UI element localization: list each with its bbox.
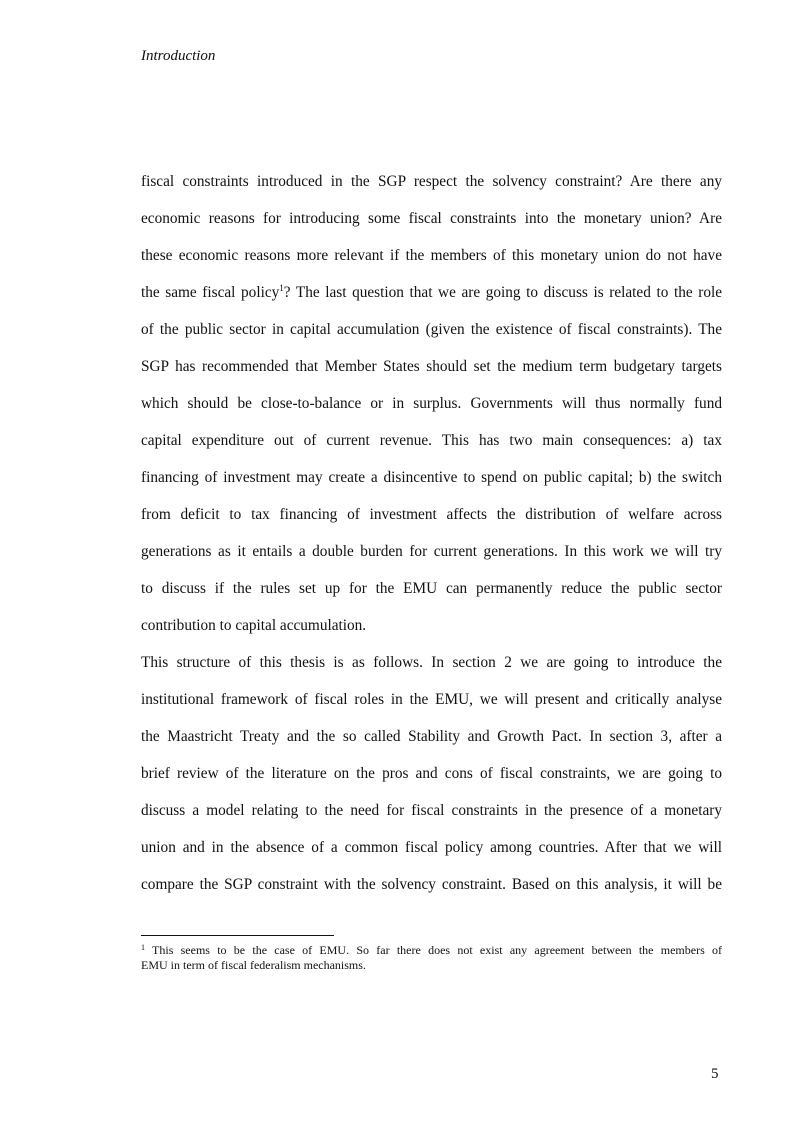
body-line-15: institutional framework of fiscal roles in the EMU, we will present and critically analyse <box>141 691 722 708</box>
body-line-8: capital expenditure out of current revenue. This has two main consequences: a) tax <box>141 432 722 449</box>
body-line-5: of the public sector in capital accumulation (given the existence of fiscal constraints). The <box>141 321 722 338</box>
page-number: 5 <box>711 1066 719 1082</box>
body-line-4 <box>141 274 722 311</box>
footnote-text-1: This seems to be the case of EMU. So far there does not exist any agreement between the members of <box>152 943 722 957</box>
body-line-12: to discuss if the rules set up for the EMU can permanently reduce the public sector <box>141 580 722 597</box>
body-line-7: which should be close-to-balance or in surplus. Governments will thus normally fund <box>141 395 722 412</box>
body-line-1: fiscal constraints introduced in the SGP respect the solvency constraint? Are there any <box>141 173 722 190</box>
body-text <box>141 163 722 903</box>
body-line-16: the Maastricht Treaty and the so called Stability and Growth Pact. In section 3, after a <box>141 728 722 745</box>
body-line-2: economic reasons for introducing some fiscal constraints into the monetary union? Are <box>141 210 722 227</box>
footnote-divider <box>141 935 334 936</box>
body-line-10: from deficit to tax financing of investment affects the distribution of welfare across <box>141 506 722 523</box>
body-line-17: brief review of the literature on the pros and cons of fiscal constraints, we are going to <box>141 765 722 782</box>
body-line-3: these economic reasons more relevant if the members of this monetary union do not have <box>141 247 722 264</box>
body-line-4-start: the same fiscal policy <box>141 284 280 301</box>
body-line-6: SGP has recommended that Member States should set the medium term budgetary targets <box>141 358 722 375</box>
body-line-14: This structure of this thesis is as follows. In section 2 we are going to introduce the <box>141 654 722 671</box>
body-line-18: discuss a model relating to the need for fiscal constraints in the presence of a monetary <box>141 802 722 819</box>
body-line-4-end: ? The last question that we are going to discuss is related to the role <box>283 284 723 301</box>
body-line-20: compare the SGP constraint with the solvency constraint. Based on this analysis, it will be <box>141 876 722 893</box>
body-line-19: union and in the absence of a common fiscal policy among countries. After that we will <box>141 839 722 856</box>
footnote-reference: 1 <box>279 283 284 293</box>
footnote-line-2: EMU in term of fiscal federalism mechanisms. <box>141 958 366 972</box>
body-line-9: financing of investment may create a disincentive to spend on public capital; b) the switch <box>141 469 722 486</box>
footnote-mark: 1 <box>141 943 145 952</box>
footnote-line-1 <box>141 943 722 958</box>
footnote <box>141 943 722 973</box>
running-header: Introduction <box>141 48 216 64</box>
body-line-11: generations as it entails a double burden for current generations. In this work we will try <box>141 543 722 560</box>
body-line-13: contribution to capital accumulation. <box>141 617 367 634</box>
